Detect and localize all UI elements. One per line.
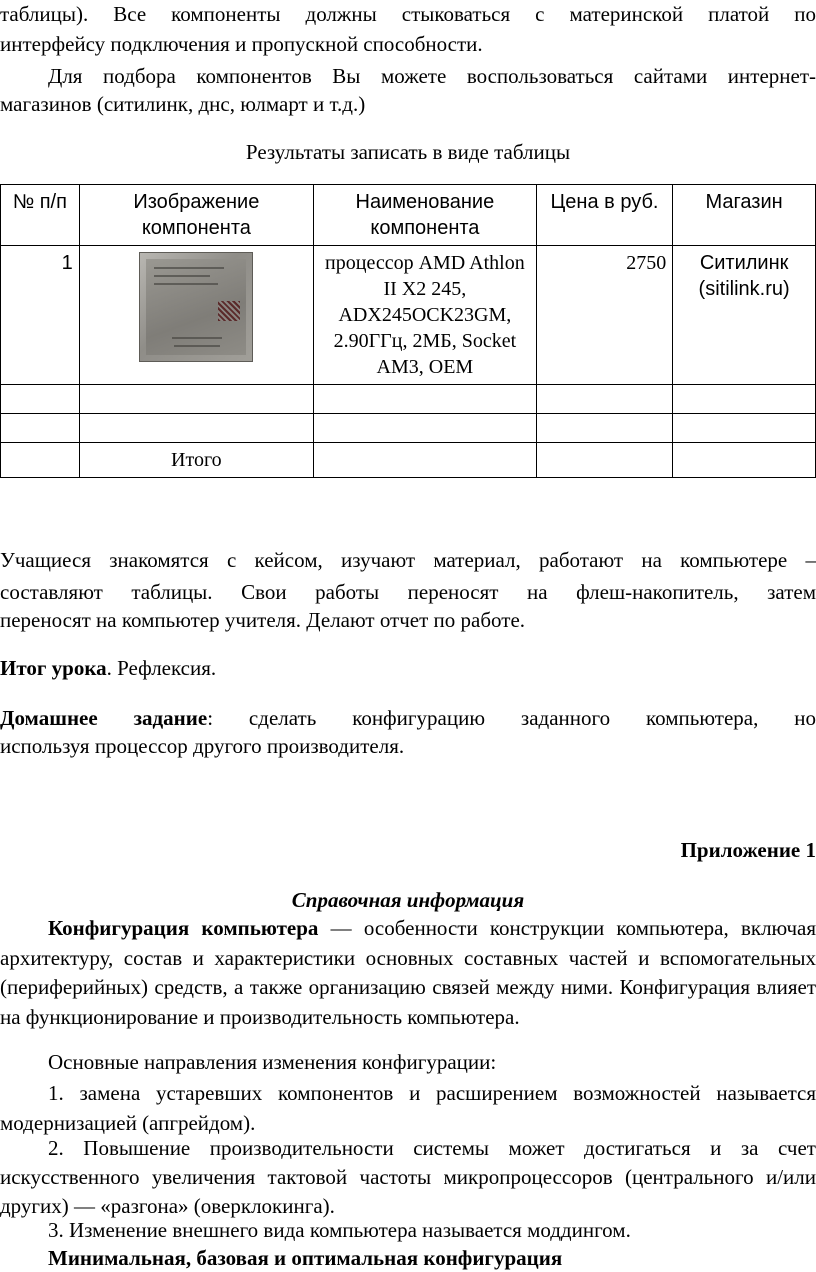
- col-header-name: Наименование компонента: [314, 185, 537, 246]
- homework: Домашнее задание: сделать конфигурацию заданного компьютера, но: [0, 706, 816, 730]
- cpu-image: [139, 252, 253, 362]
- directions-intro: Основные направления изменения конфигурации:: [48, 1050, 497, 1074]
- homework-label: Домашнее задание: [0, 706, 208, 730]
- definition-term: Конфигурация компьютера: [48, 916, 319, 940]
- definition-paragraph: Конфигурация компьютера — особенности конструкции компьютера, включая архитектуру, состав и характеристики основных составных частей и вспомогательных (периферийных) средств, а также организацию связей между ними. Конфигурация влияет на функционирование и производительность компьютера.: [0, 916, 816, 1029]
- list-item: 3. Изменение внешнего вида компьютера называется моддингом.: [48, 1218, 631, 1242]
- col-header-image: Изображение компонента: [79, 185, 313, 246]
- table-caption: Результаты записать в виде таблицы: [245, 140, 571, 164]
- list-item: 2. Повышение производительности системы может достигаться и за счет искусственного увеличения тактовой частоты микропроцессоров (центрального и/или других) — «разгона» (оверклокинга).: [0, 1136, 816, 1218]
- col-header-price: Цена в руб.: [536, 185, 672, 246]
- text-line: переносят на компьютер учителя. Делают отчет по работе.: [0, 608, 526, 632]
- col-header-number: № п/п: [1, 185, 80, 246]
- table-header-row: [1, 185, 816, 246]
- components-table: [0, 184, 816, 478]
- summary-label: Итог урока: [0, 656, 107, 680]
- row-number: 1: [1, 246, 80, 385]
- table-row: [1, 414, 816, 443]
- text-line: составляют таблицы. Свои работы переносят на флеш-накопитель, затем: [0, 580, 816, 604]
- component-shop: Ситилинк (sitilink.ru): [673, 246, 816, 385]
- table-row: [1, 385, 816, 414]
- text-line: используя процессор другого производителя.: [0, 734, 405, 758]
- total-label: Итого: [79, 443, 313, 478]
- table-total-row: [1, 443, 816, 478]
- lesson-summary: Итог урока. Рефлексия.: [0, 656, 217, 680]
- component-price: 2750: [536, 246, 672, 385]
- text-line: магазинов (ситилинк, днс, юлмарт и т.д.): [0, 92, 366, 116]
- section-heading: Минимальная, базовая и оптимальная конфигурация: [48, 1246, 563, 1270]
- table-row: [1, 246, 816, 385]
- component-name: процессор AMD Athlon II X2 245, ADX245OCK23GM, 2.90ГГц, 2МБ, Socket AM3, OEM: [314, 246, 537, 385]
- appendix-title: Справочная информация: [291, 888, 525, 912]
- text-line: таблицы). Все компоненты должны стыковаться с материнской платой по: [0, 2, 816, 26]
- text-line: интерфейсу подключения и пропускной способности.: [0, 32, 483, 56]
- appendix-label: Приложение 1: [680, 838, 816, 862]
- text-line: Учащиеся знакомятся с кейсом, изучают материал, работают на компьютере –: [0, 548, 816, 572]
- component-image-cell: [79, 246, 313, 385]
- list-item: 1. замена устаревших компонентов и расширением возможностей называется модернизацией (апгрейдом).: [0, 1081, 816, 1135]
- text-line: Для подбора компонентов Вы можете воспользоваться сайтами интернет-: [48, 64, 816, 88]
- col-header-shop: Магазин: [673, 185, 816, 246]
